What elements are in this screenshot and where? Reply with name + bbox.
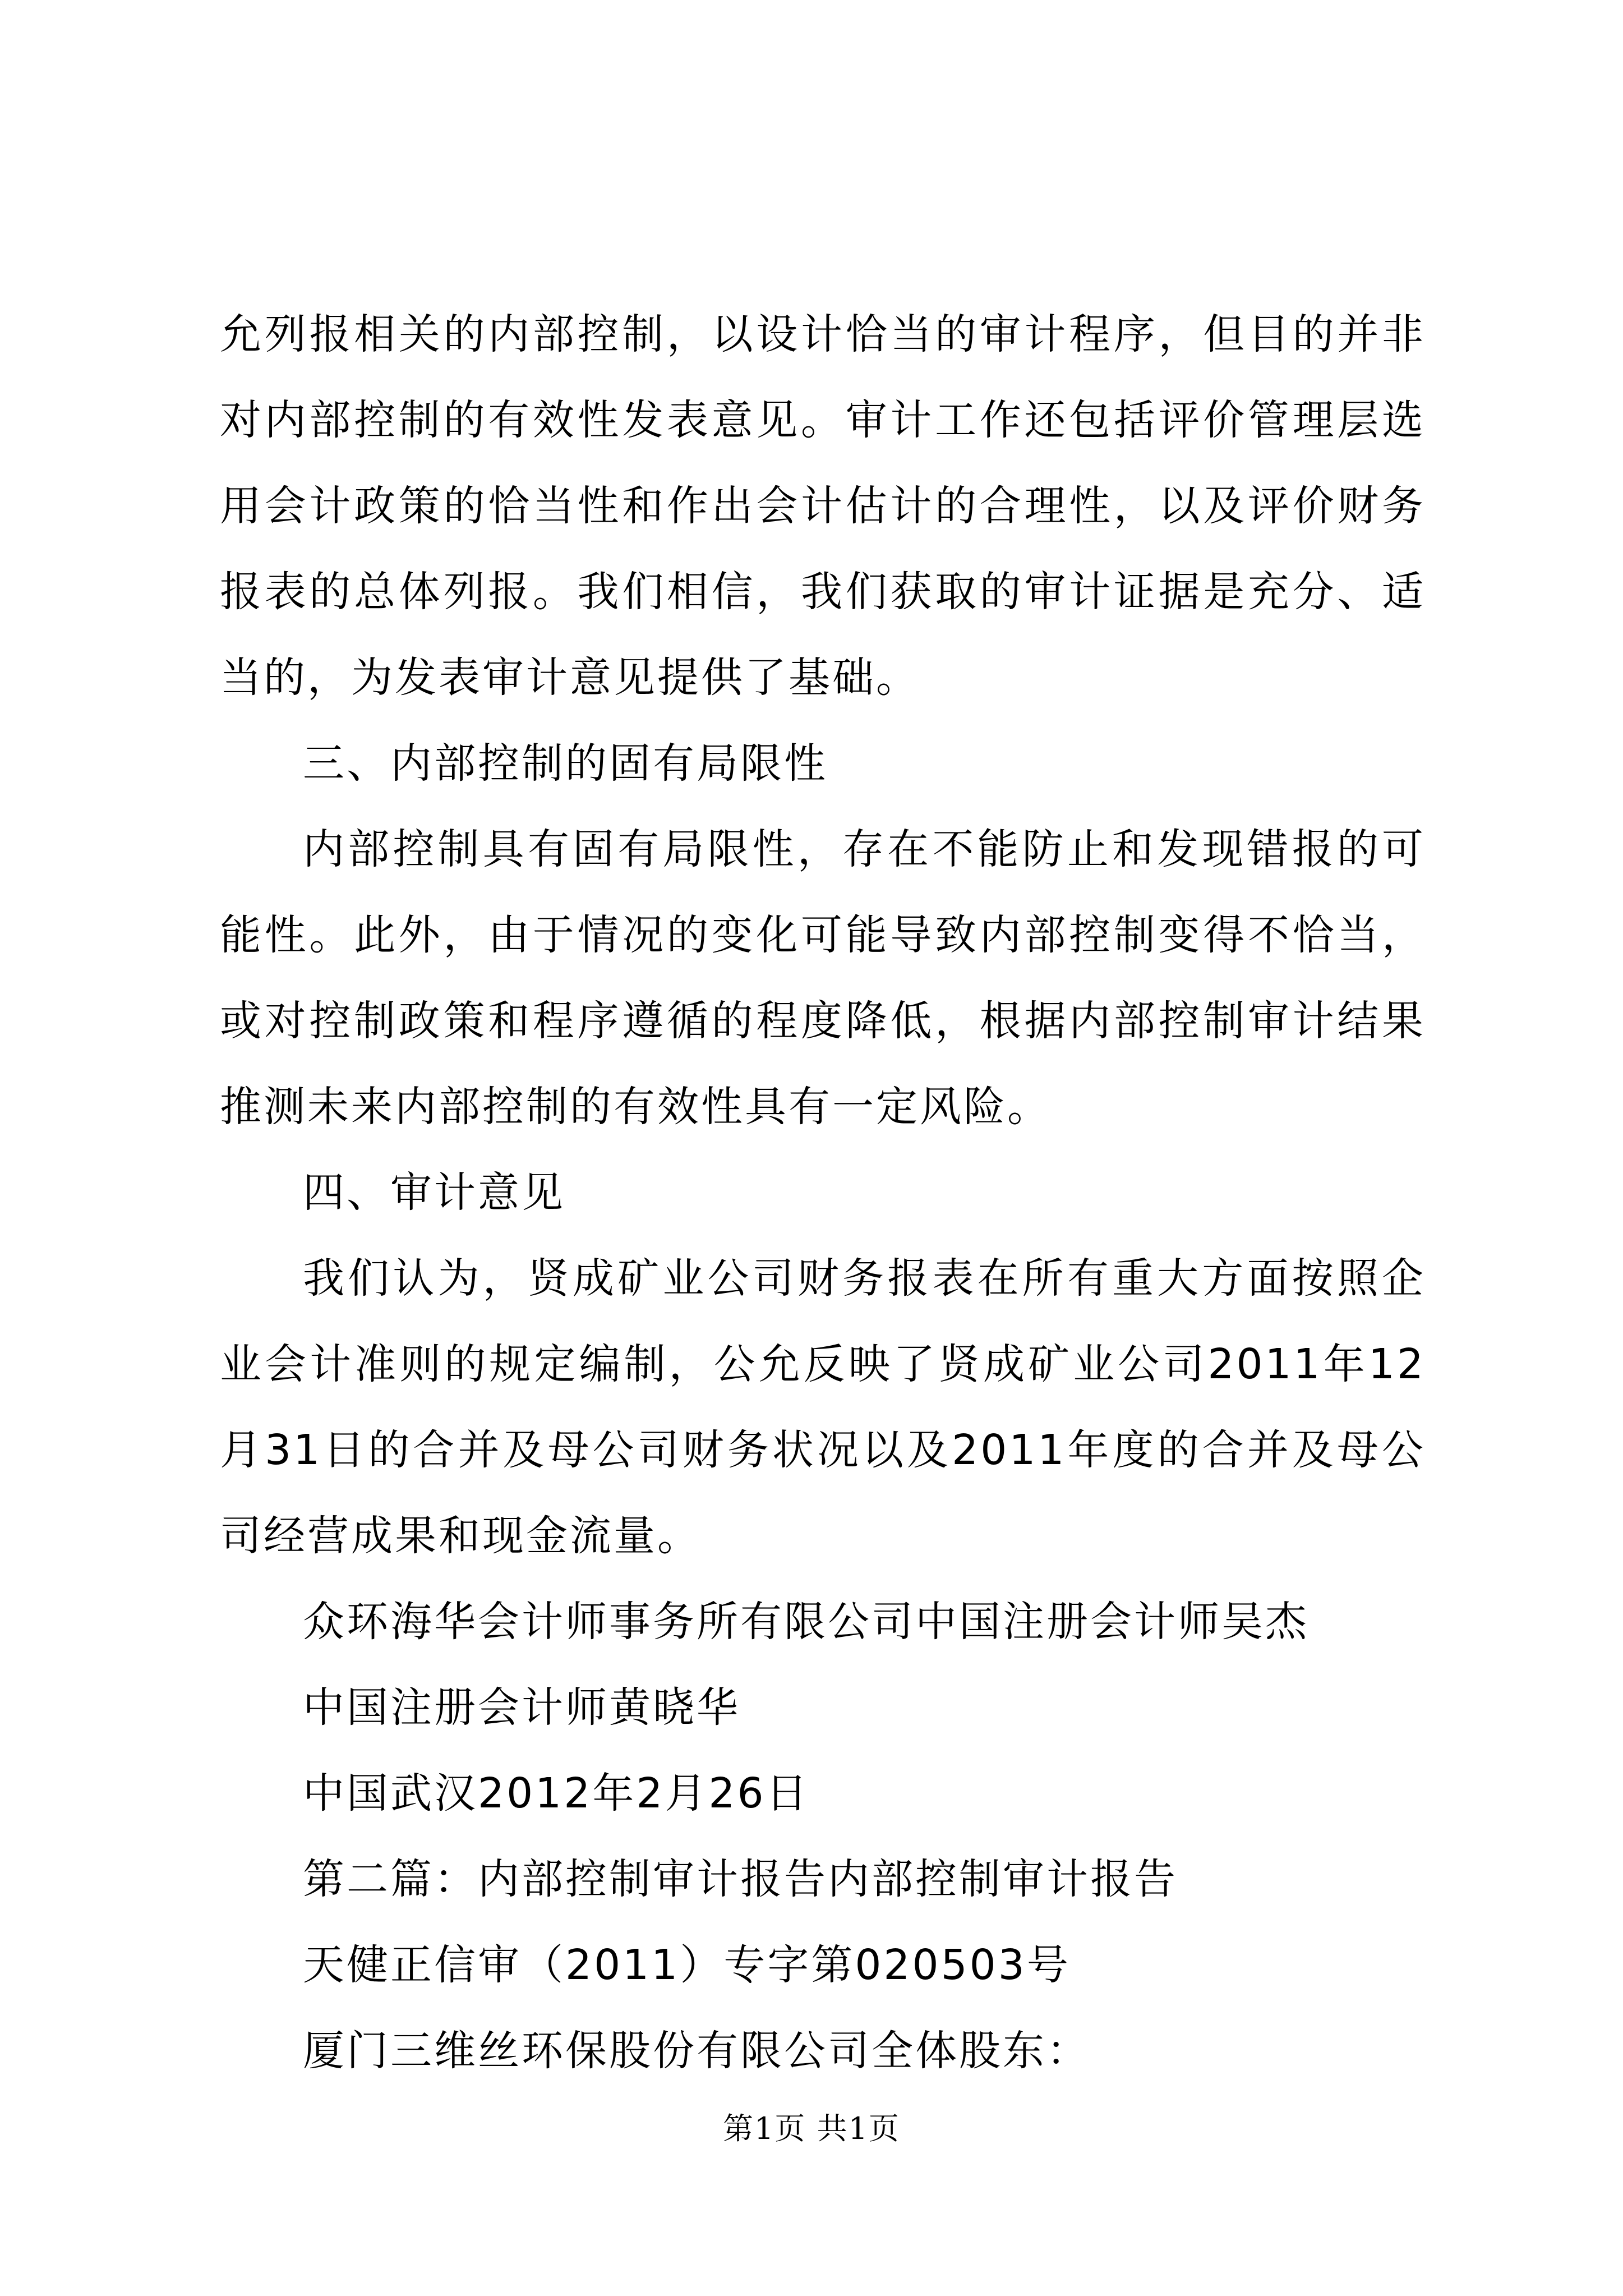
paragraph-inherent-limitations: 内部控制具有固有局限性，存在不能防止和发现错报的可能性。此外，由于情况的变化可能导致内部控制变得不恰当，或对控制政策和程序遵循的程度降低，根据内部控制审计结果推测未来内部控制的有效性具有一定风险。 [220,825,1426,1131]
signature-firm-line: 众环海华会计师事务所有限公司中国注册会计师吴杰 [303,1598,1309,1646]
heading-inherent-limitations: 三、内部控制的固有局限性 [303,739,828,788]
document-body [220,292,1426,2094]
location-date-line: 中国武汉2012年2月26日 [303,1769,810,1818]
section-two-title: 第二篇：内部控制审计报告内部控制审计报告 [303,1855,1178,1903]
addressee-line: 厦门三维丝环保股份有限公司全体股东： [303,2027,1090,2075]
heading-audit-opinion: 四、审计意见 [303,1168,565,1217]
report-number-line: 天健正信审（2011）专字第020503号 [303,1941,1071,1989]
page-footer: 第1页 共1页 [723,2111,900,2146]
paragraph-audit-opinion: 我们认为，贤成矿业公司财务报表在所有重大方面按照企业会计准则的规定编制，公允反映了贤成矿业公司2011年12月31日的合并及母公司财务状况以及2011年度的合并及母公司经营成果和现金流量。 [220,1254,1426,1560]
signature-accountant-line: 中国注册会计师黄晓华 [303,1683,740,1732]
paragraph-audit-scope-continued: 允列报相关的内部控制，以设计恰当的审计程序，但目的并非对内部控制的有效性发表意见。审计工作还包括评价管理层选用会计政策的恰当性和作出会计估计的合理性，以及评价财务报表的总体列报。我们相信，我们获取的审计证据是充分、适当的，为发表审计意见提供了基础。 [220,310,1426,702]
